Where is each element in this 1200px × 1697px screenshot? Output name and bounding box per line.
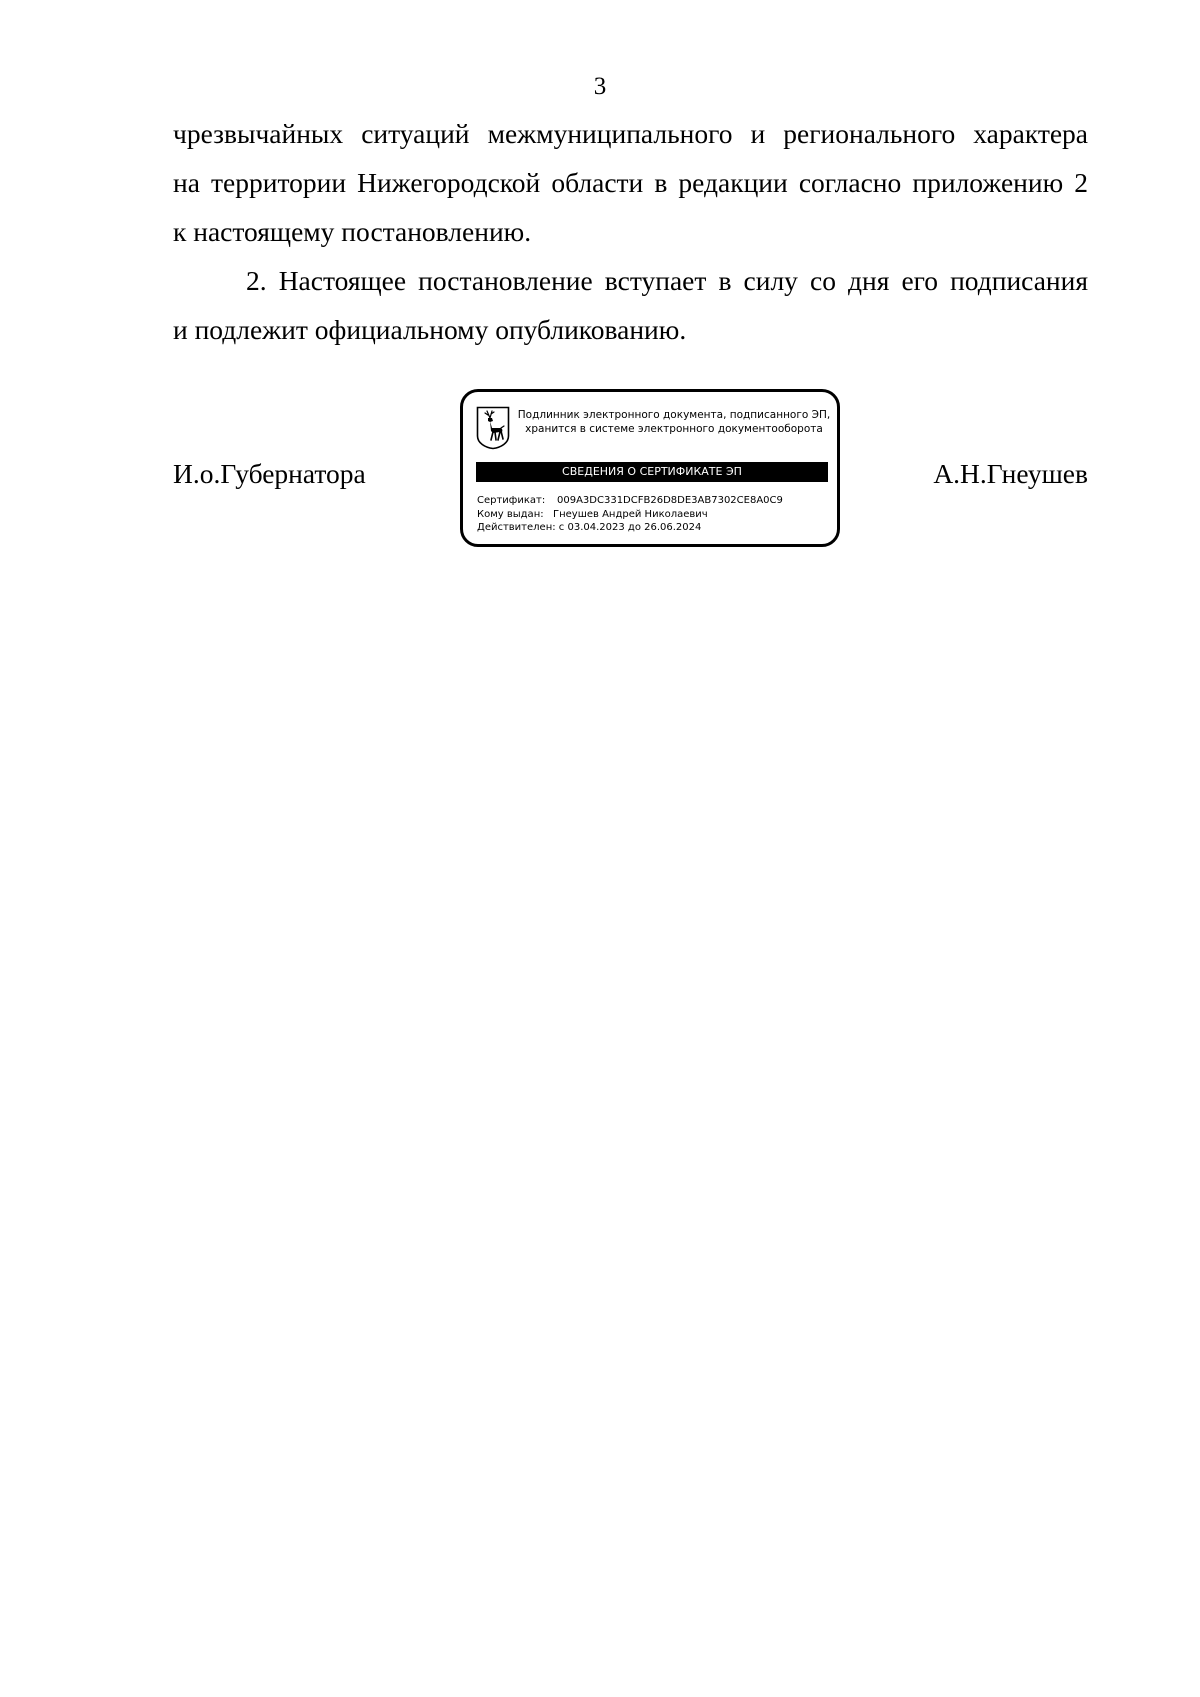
issued-to-row	[477, 508, 783, 522]
certificate-row	[477, 494, 783, 508]
signer-position: И.о.Губернатора	[173, 458, 366, 489]
text-line: 2. Настоящее постановление вступает в силу со дня его подписания	[246, 265, 1088, 296]
electronic-signature-stamp	[460, 389, 840, 547]
nizhny-novgorod-deer-emblem-icon	[476, 406, 510, 450]
stamp-header-line: Подлинник электронного документа, подписанного ЭП,	[517, 409, 831, 421]
validity-value: с 03.04.2023 до 26.06.2024	[558, 522, 702, 533]
page-number: 3	[593, 73, 607, 100]
certificate-label: Сертификат:	[477, 495, 546, 506]
stamp-certificate-info	[477, 494, 783, 535]
paragraph-effective-date	[173, 256, 1088, 354]
text-line: чрезвычайных ситуаций межмуниципального и регионального характера	[173, 118, 1088, 149]
issued-to-label: Кому выдан:	[477, 508, 544, 520]
stamp-header-line: хранится в системе электронного документооборота	[525, 423, 823, 435]
validity-label: Действителен:	[477, 522, 556, 533]
stamp-header	[515, 408, 833, 436]
text-line: на территории Нижегородской области в редакции согласно приложению 2	[173, 167, 1088, 198]
issued-to-value: Гнеушев Андрей Николаевич	[553, 508, 708, 520]
signer-name: А.Н.Гнеушев	[933, 458, 1088, 489]
certificate-value: 009A3DC331DCFB26D8DE3AB7302CE8A0C9	[557, 495, 783, 506]
stamp-certificate-bar: СВЕДЕНИЯ О СЕРТИФИКАТЕ ЭП	[476, 462, 828, 482]
text-line: и подлежит официальному опубликованию.	[173, 314, 687, 345]
paragraph-appendix-reference	[173, 109, 1088, 256]
validity-row	[477, 521, 783, 535]
text-line: к настоящему постановлению.	[173, 216, 532, 247]
